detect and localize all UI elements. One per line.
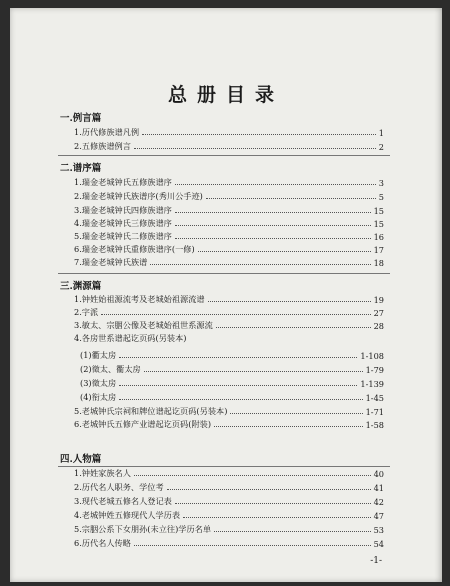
toc-entry[interactable]: 3.现代老城五修名人登记表 42: [74, 496, 384, 507]
toc-entry[interactable]: 3.敏太、宗胭公像及老城始祖世系源流 28: [74, 320, 384, 331]
toc-entry[interactable]: 2.五修族谱例言 2: [74, 141, 384, 152]
toc-entry[interactable]: 4.各房世系谱起讫页码(另装本): [74, 333, 187, 343]
toc-entry[interactable]: 7.瑞金老城钟氏族谱 18: [74, 257, 384, 268]
toc-entry[interactable]: 3.瑞金老城钟氏四修族谱序 15: [74, 205, 384, 216]
page-title: 总册目录: [167, 84, 284, 106]
toc-entry[interactable]: 2.历代名人职务、学位考 41: [74, 482, 384, 493]
toc-entry[interactable]: 6.历代名人传略 54: [74, 538, 384, 549]
page-number: -1-: [370, 556, 382, 566]
toc-subentry[interactable]: (2)徵太、衢太房 1-79: [80, 364, 384, 375]
section-heading-origins: 三.渊源篇: [60, 281, 102, 292]
toc-entry[interactable]: 6.老城钟氏五修产业谱起讫页码(附装) 1-58: [74, 419, 384, 430]
toc-entry[interactable]: 5.瑞金老城钟氏二修族谱序 16: [74, 231, 384, 242]
section-heading-preface-docs: 二.谱序篇: [60, 163, 102, 174]
section-divider: [58, 273, 390, 274]
toc-subentry[interactable]: (3)徵太房 1-139: [80, 378, 384, 389]
toc-entry[interactable]: 1.瑞金老城钟氏五修族谱序 3: [74, 177, 384, 188]
toc-entry[interactable]: 1.钟姓始祖源流考及老城始祖源流谱 19: [74, 294, 384, 305]
toc-entry[interactable]: 6.瑞金老城钟氏重修族谱序(一修) 17: [74, 244, 384, 255]
toc-subentry[interactable]: (4)衔太房 1-45: [80, 392, 384, 403]
section-heading-people: 四.人物篇: [60, 454, 102, 465]
toc-entry[interactable]: 5.老城钟氏宗祠和牌位谱起讫页码(另装本) 1-71: [74, 406, 384, 417]
toc-subentry[interactable]: (1)衢太房 1-108: [80, 350, 384, 361]
section-divider: [58, 155, 390, 156]
toc-entry[interactable]: 1.历代修族谱凡例 1: [74, 127, 384, 138]
toc-entry[interactable]: 4.瑞金老城钟氏三修族谱序 15: [74, 218, 384, 229]
toc-entry[interactable]: 2.瑞金老城钟氏族谱序(秀川公手迹) 5: [74, 191, 384, 202]
toc-entry[interactable]: 2.字派 27: [74, 307, 384, 318]
document-page: [10, 8, 442, 582]
toc-entry[interactable]: 4.老城钟姓五修现代人学历表 47: [74, 510, 384, 521]
section-heading-preface: 一.例言篇: [60, 113, 102, 124]
toc-entry[interactable]: 5.宗胭公系下女朋孙(未立往)学历名单 53: [74, 524, 384, 535]
toc-entry[interactable]: 1.钟姓家族名人 40: [74, 468, 384, 479]
